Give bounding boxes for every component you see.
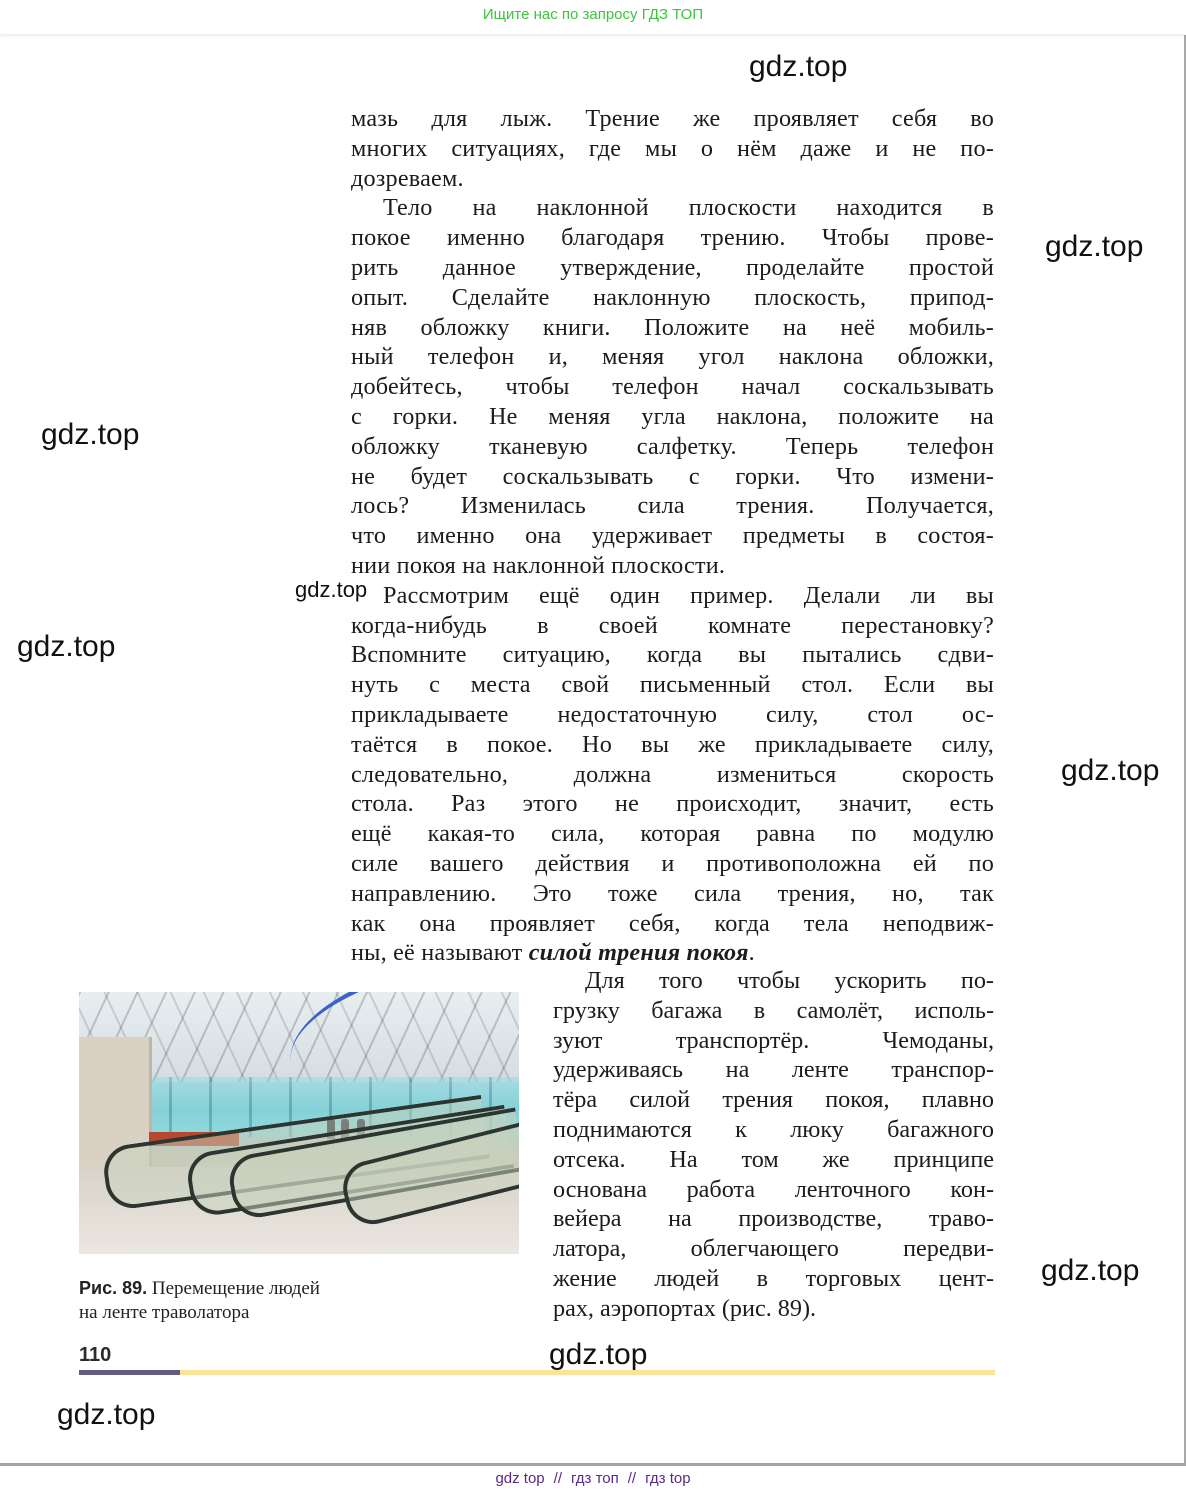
banner-text: Ищите нас по запросу ГДЗ ТОП — [482, 6, 704, 23]
text-line: основана работа ленточного кон- — [553, 1175, 994, 1203]
watermark-text: gdz.top — [549, 1338, 648, 1371]
text-line: прикладываете недостаточную силу, стол ос- — [351, 700, 994, 728]
text-line: дозреваем. — [351, 164, 464, 192]
text-line: когда-нибудь в своей комнате перестановку? — [351, 611, 994, 639]
text-line: Вспомните ситуацию, когда вы пытались сдви- — [351, 641, 994, 669]
footer-link-gdz-top-ru[interactable]: гдз топ — [571, 1470, 619, 1487]
text-line: вейера на производстве, траво- — [553, 1205, 994, 1233]
text-line: многих ситуациях, где мы о нём даже и не по- — [351, 134, 994, 162]
watermark-text: gdz.top — [295, 577, 368, 602]
text-line: удерживаясь на ленте транспор- — [553, 1056, 994, 1084]
footer-separator: // — [553, 1470, 562, 1487]
text-line: стола. Раз этого не происходит, значит, есть — [351, 790, 994, 818]
text-line: жение людей в торговых цент- — [553, 1264, 994, 1292]
text-line: таётся в покое. Но вы же прикладываете силу, — [351, 730, 994, 758]
text-line: лось? Изменилась сила трения. Получается, — [351, 492, 994, 520]
text-line: отсека. На том же принципе — [553, 1145, 994, 1173]
text-line: поднимаются к люку багажного — [553, 1115, 994, 1143]
figure-label: Рис. 89. — [79, 1278, 148, 1298]
text-fragment: . — [748, 939, 755, 967]
text-line: латора, облегчающего передви- — [553, 1235, 994, 1263]
text-line: с горки. Не меняя угла наклона, положите на — [351, 402, 994, 430]
text-line: грузку багажа в самолёт, исполь- — [553, 996, 994, 1024]
text-line: обложку тканевую салфетку. Теперь телефон — [351, 432, 994, 460]
watermark-text: gdz.top — [1061, 754, 1160, 787]
text-line: рить данное утверждение, проделайте простой — [351, 253, 994, 281]
text-line: как она проявляет себя, когда тела неподвиж- — [351, 909, 994, 937]
page-number: 110 — [79, 1344, 112, 1366]
page-rule-accent — [79, 1370, 180, 1375]
figure-travolator-photo — [79, 992, 519, 1254]
watermark-text: gdz.top — [749, 50, 848, 83]
text-fragment: ны, её называют — [351, 939, 529, 967]
top-banner — [0, 0, 1186, 34]
text-line: зуют транспортёр. Чемоданы, — [553, 1026, 994, 1054]
text-line: тёра силой трения покоя, плавно — [553, 1086, 994, 1114]
text-line: ещё какая-то сила, которая равна по модулю — [351, 820, 994, 848]
text-line: нуть с места свой письменный стол. Если вы — [351, 671, 994, 699]
caption-text: Перемещение людей — [147, 1278, 320, 1299]
text-line: ный телефон и, меняя угол наклона обложки, — [351, 343, 994, 371]
text-line: не будет соскальзывать с горки. Что измени- — [351, 462, 994, 490]
watermark-text: gdz.top — [17, 630, 116, 663]
caption-text: на ленте траволатора — [79, 1302, 250, 1323]
text-line: направлению. Это тоже сила трения, но, так — [351, 879, 994, 907]
text-line: силе вашего действия и противоположна ей по — [351, 849, 994, 877]
footer-link-gdz-top-mixed[interactable]: гдз top — [645, 1470, 691, 1487]
watermark-text: gdz.top — [1045, 230, 1144, 263]
text-line-with-term — [351, 938, 994, 968]
key-term: силой трения покоя — [528, 939, 749, 967]
text-line: покое именно благодаря трению. Чтобы прове- — [351, 224, 994, 252]
main-text-column — [351, 104, 994, 968]
text-line: мазь для лыж. Трение же проявляет себя во — [351, 105, 994, 132]
bottom-divider — [0, 1463, 1186, 1466]
paragraph-start-line: Для того чтобы ускорить по- — [585, 967, 994, 994]
paragraph-start-line: Тело на наклонной плоскости находится в — [383, 194, 994, 222]
watermark-text: gdz.top — [57, 1398, 156, 1431]
figure-caption — [79, 1276, 419, 1325]
text-line: опыт. Сделайте наклонную плоскость, припод- — [351, 283, 994, 311]
text-line: рах, аэропортах (рис. 89). — [553, 1294, 817, 1322]
watermark-text: gdz.top — [1041, 1254, 1140, 1287]
side-text-column — [553, 966, 994, 1324]
text-line: няв обложку книги. Положите на неё мобиль- — [351, 313, 994, 341]
text-line: нии покоя на наклонной плоскости. — [351, 551, 726, 579]
footer-separator: // — [627, 1470, 637, 1487]
footer-link-gdz-top[interactable]: gdz top — [495, 1470, 545, 1487]
text-line: следовательно, должна измениться скорость — [351, 760, 994, 788]
text-line: добейтесь, чтобы телефон начал соскальзывать — [351, 373, 994, 401]
watermark-text: gdz.top — [41, 418, 140, 451]
text-line: что именно она удерживает предметы в состоя- — [351, 522, 994, 550]
footer — [0, 1470, 1186, 1487]
paragraph-start-line: Рассмотрим ещё один пример. Делали ли вы — [383, 581, 994, 609]
